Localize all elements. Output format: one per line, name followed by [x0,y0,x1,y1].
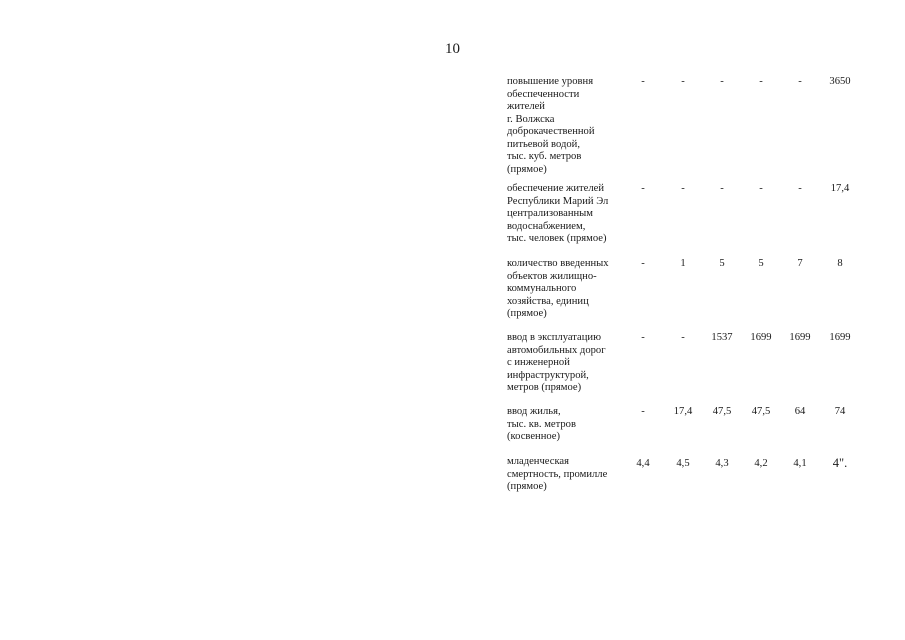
value-cell: - [641,332,645,343]
value-cell: - [759,183,763,194]
row-label: количество введенных объектов жилищно- коммунального хозяйства, единиц (прямое) [507,258,609,319]
value-cell: 17,4 [830,183,850,194]
value-cell: 4,1 [793,458,807,469]
value-cell: - [641,406,645,417]
value-cell: 3650 [829,76,851,87]
value-cell: 4,5 [676,458,690,469]
value-cell: - [641,76,645,87]
value-cell: 74 [834,406,846,417]
value-cell: 5 [719,258,725,269]
table-row [507,406,867,456]
page-number: 10 [445,41,460,57]
value-cell: 47,5 [712,406,732,417]
value-cell: 4". [832,456,848,470]
value-cell: 8 [837,258,843,269]
value-cell: 1699 [789,332,811,343]
table-row [507,456,867,496]
value-cell: 47,5 [751,406,771,417]
value-cell: - [681,76,685,87]
value-cell: - [681,332,685,343]
value-cell: - [720,76,724,87]
value-cell: - [759,76,763,87]
value-cell: - [798,76,802,87]
value-cell: 64 [794,406,806,417]
row-label: младенческая смертность, промилле (прямое) [507,456,608,492]
row-label: ввод жилья, тыс. кв. метров (косвенное) [507,406,576,442]
value-cell: 1537 [711,332,733,343]
table-row [507,183,867,258]
row-label: обеспечение жителей Республики Марий Эл централизованным водоснабжением, тыс. человек (прямое) [507,183,609,244]
value-cell: - [720,183,724,194]
row-label: повышение уровня обеспеченности жителей г. Волжска доброкачественной питьевой водой, тыс. куб. метров (прямое) [507,76,595,175]
value-cell: - [798,183,802,194]
value-cell: 1699 [829,332,851,343]
value-cell: 1699 [750,332,772,343]
table-row [507,76,867,183]
value-cell: - [641,183,645,194]
value-cell: 5 [758,258,764,269]
value-cell: 4,3 [715,458,729,469]
row-label: ввод в эксплуатацию автомобильных дорог с инженерной инфраструктурой, метров (прямое) [507,332,606,393]
value-cell: 17,4 [673,406,693,417]
value-cell: 7 [797,258,803,269]
value-cell: 4,4 [636,458,650,469]
value-cell: 4,2 [754,458,768,469]
indicators-table [507,76,867,496]
table-row [507,258,867,332]
value-cell: - [641,258,645,269]
value-cell: - [681,183,685,194]
value-cell: 1 [680,258,686,269]
table-row [507,332,867,406]
